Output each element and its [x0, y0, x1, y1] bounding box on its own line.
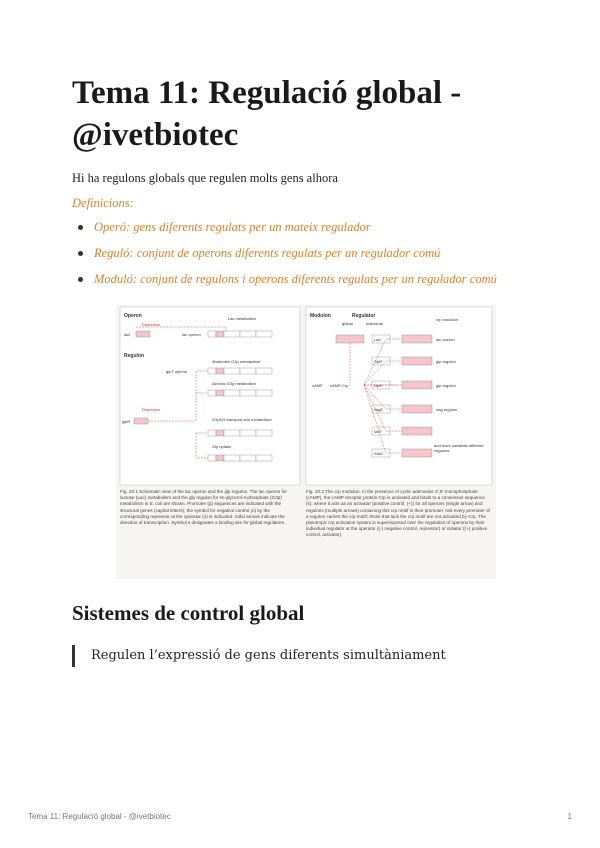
label-lac-op: lac operon [182, 332, 201, 337]
definition-modulon: Moduló: conjunt de regulons i operons diferents regulats per un regulador comú [94, 272, 497, 286]
left-caption: Fig. 20.1 Schematic view of the lac operon and the glp regulon. The lac operon for lactose (Lac) metabolism and the glp regulon for sn-glycerol-3-phosphate (G3p) metabolism in E. coli are shown. Promoter (p) sequences are indicated with the structural genes (capital letters); the symbol for negative control (o) by the corresponding repressor at the operator (o) is indicated. Solid arrows indicate the direction of transcription. Symbol s designates a binding site for global regulators. [120, 489, 287, 526]
list-item [78, 220, 497, 246]
label-glp-operon: glpT operon [166, 369, 188, 374]
bullet-icon [78, 251, 83, 256]
bullet-icon [78, 225, 83, 230]
label-lac-meta: Lac metabolism [228, 316, 257, 321]
label-glp-regulon2: glp regulon [436, 383, 456, 388]
right-caption: Fig. 20.2 The crp modulon. In the presence of cyclic adenosine 3',5'-monophosphate (cAMP), the cAMP receptor protein Crp is activated and binds to a consensus sequence (s), where it acts as an activator (positive control, (+)) for all operons (single arrow) and regulons (multiple arrows) containing this crp motif in their promoter. Not every promoter of a regulon carries the crp motif; those that lack the crp motif are not activated by Crp. The pleiotropic crp activation system is superimposed over the regulation of operons by their individual regulator at the operator ((-) negative control, repressor) or initiator ((+) positive control, activator). [306, 489, 490, 538]
section-title: Sistemes de control global [72, 601, 305, 625]
label-global: global [342, 321, 353, 326]
label-glp-meta3: G3pDH transport and metabolism [212, 417, 272, 422]
gene-malt: MalT [374, 430, 382, 434]
label-camp: cAMP [312, 383, 323, 388]
label-lac-operon: lac operon [436, 337, 455, 342]
definitions-label: Definicions: [72, 196, 134, 210]
label-glp-uptake: Glp uptake [212, 444, 232, 449]
label-glp-regulon: glp regulon [436, 359, 456, 364]
gene-glpr: GlpR [374, 360, 382, 364]
label-glp-meta2: Aerobic G3p metabolism [212, 381, 256, 386]
list-item [78, 246, 497, 272]
label-individual: individual [366, 321, 383, 326]
label-crp-modulon: crp modulon [436, 317, 459, 322]
quote-text: Regulen l’expressió de gens diferents simultàniament [91, 648, 446, 663]
label-camp-crp: cAMP-Crp [330, 383, 349, 388]
list-item [78, 272, 497, 298]
quote-block [72, 645, 446, 667]
label-more-regulons: and more catabolic-different regulons [434, 443, 484, 453]
page-title: Tema 11: Regulació global - @ivetbiotec [72, 75, 462, 153]
bullet-icon [78, 277, 83, 282]
gene-sdiac: SdiaC [374, 452, 384, 456]
label-modulon: Modulon [310, 313, 331, 319]
label-operon: Operon [124, 313, 142, 319]
definitions-list [78, 220, 497, 298]
label-regulon: Regulon [124, 353, 144, 359]
label-nag-regulon: nag regulon [436, 407, 458, 412]
label-laci: lacI [124, 332, 131, 337]
label-repressor2: Repressor [142, 407, 161, 412]
right-diagram [306, 307, 492, 485]
label-repressor: Repressor [142, 322, 161, 327]
label-glp-meta: Anaerobic G3p metabolism [212, 359, 261, 364]
gene-laci: LacI [374, 338, 381, 342]
gene-nagc: NagC [374, 408, 383, 412]
figure-scan [116, 305, 496, 579]
footer-title: Tema 11: Regulació global - @ivetbiotec [28, 812, 171, 821]
label-regulator: Regulator [352, 313, 376, 319]
definition-regulon: Reguló: conjunt de operons diferents regulats per un regulador comú [94, 246, 441, 260]
gene-glpr2: GlpR [374, 384, 382, 388]
left-diagram [120, 307, 300, 485]
page-number: 1 [567, 812, 572, 821]
label-glpr: glpR [122, 419, 131, 424]
definition-operon: Operó: gens diferents regulats per un mateix regulador [94, 220, 371, 234]
intro-text: Hi ha regulons globals que regulen molts gens alhora [72, 171, 338, 185]
